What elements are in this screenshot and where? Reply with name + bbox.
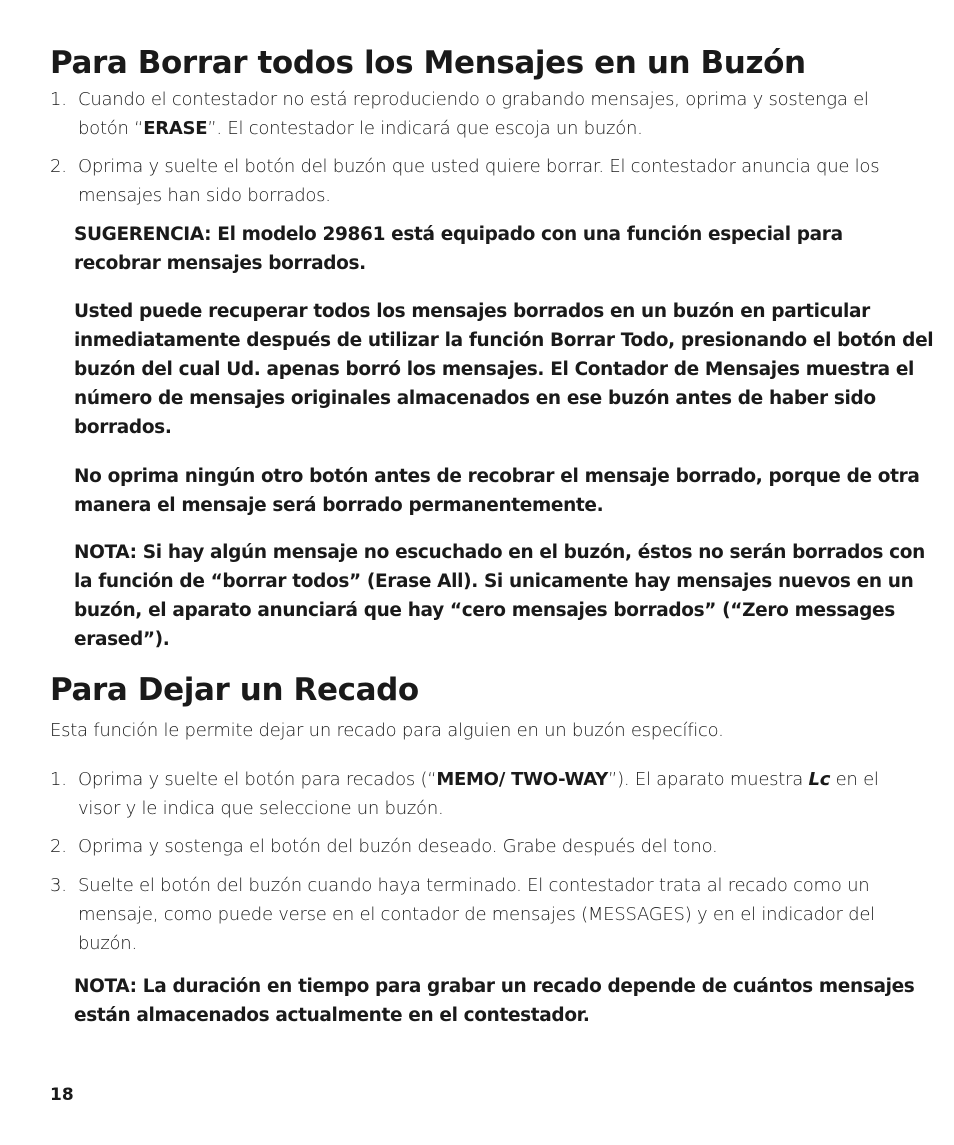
list-number: 3. (50, 875, 67, 896)
section-intro: Esta función le permite dejar un recado para alguien en un buzón específico. (50, 720, 724, 741)
key-label-erase: ERASE (143, 118, 208, 139)
list-number: 2. (50, 836, 67, 857)
warning-paragraph: No oprima ningún otro botón antes de recobrar el mensaje borrado, porque de otra manera el mensaje será borrado permanentemente. (74, 466, 920, 516)
list-item-text: Suelte el botón del buzón cuando haya terminado. El contestador trata al recado como un mensaje, como puede verse en el contador de mensajes (MESSAGES) y en el indicador del buzón. (78, 875, 875, 954)
list-item (50, 832, 920, 861)
list-item-text: Cuando el contestador no está reproduciendo o grabando mensajes, oprima y sostenga el botón “ERASE”. El contestador le indicará que escoja un buzón. (78, 89, 869, 139)
section-heading-leave-memo: Para Dejar un Recado (50, 672, 419, 708)
recovery-paragraph: Usted puede recuperar todos los mensajes borrados en un buzón en particular inmediatamente después de utilizar la función Borrar Todo, presionando el botón del buzón del cual Ud. apenas borró los mensajes. El Contador de Mensajes muestra el número de mensajes originales almacenados en ese buzón antes de haber sido borrados. (74, 301, 934, 438)
section-heading-erase-all: Para Borrar todos los Mensajes en un Buzón (50, 45, 806, 81)
list-number: 2. (50, 156, 67, 177)
list-item-text: Oprima y suelte el botón del buzón que usted quiere borrar. El contestador anuncia que los mensajes han sido borrados. (78, 156, 880, 206)
list-item (50, 871, 920, 958)
tip-paragraph: SUGERENCIA: El modelo 29861 está equipado con una función especial para recobrar mensajes borrados. (74, 224, 843, 274)
list-item (50, 152, 920, 210)
list-item (50, 85, 920, 143)
list-item-text: Oprima y sostenga el botón del buzón deseado. Grabe después del tono. (78, 836, 718, 857)
page-number: 18 (50, 1085, 74, 1105)
list-number: 1. (50, 769, 67, 790)
key-label-memo: MEMO/ TWO-WAY (436, 769, 609, 790)
note-paragraph: NOTA: La duración en tiempo para grabar un recado depende de cuántos mensajes están almacenados actualmente en el contestador. (74, 976, 915, 1026)
list-number: 1. (50, 89, 67, 110)
list-item-text: Oprima y suelte el botón para recados (“MEMO/ TWO-WAY”). El aparato muestra Lc en el visor y le indica que seleccione un buzón. (78, 769, 879, 819)
note-paragraph: NOTA: Si hay algún mensaje no escuchado en el buzón, éstos no serán borrados con la función de “borrar todos” (Erase All). Si unicamente hay mensajes nuevos en un buzón, el aparato anunciará que hay “cero mensajes borrados” (“Zero messages erased”). (74, 542, 925, 650)
list-item (50, 765, 920, 823)
display-code: Lc (808, 769, 831, 790)
